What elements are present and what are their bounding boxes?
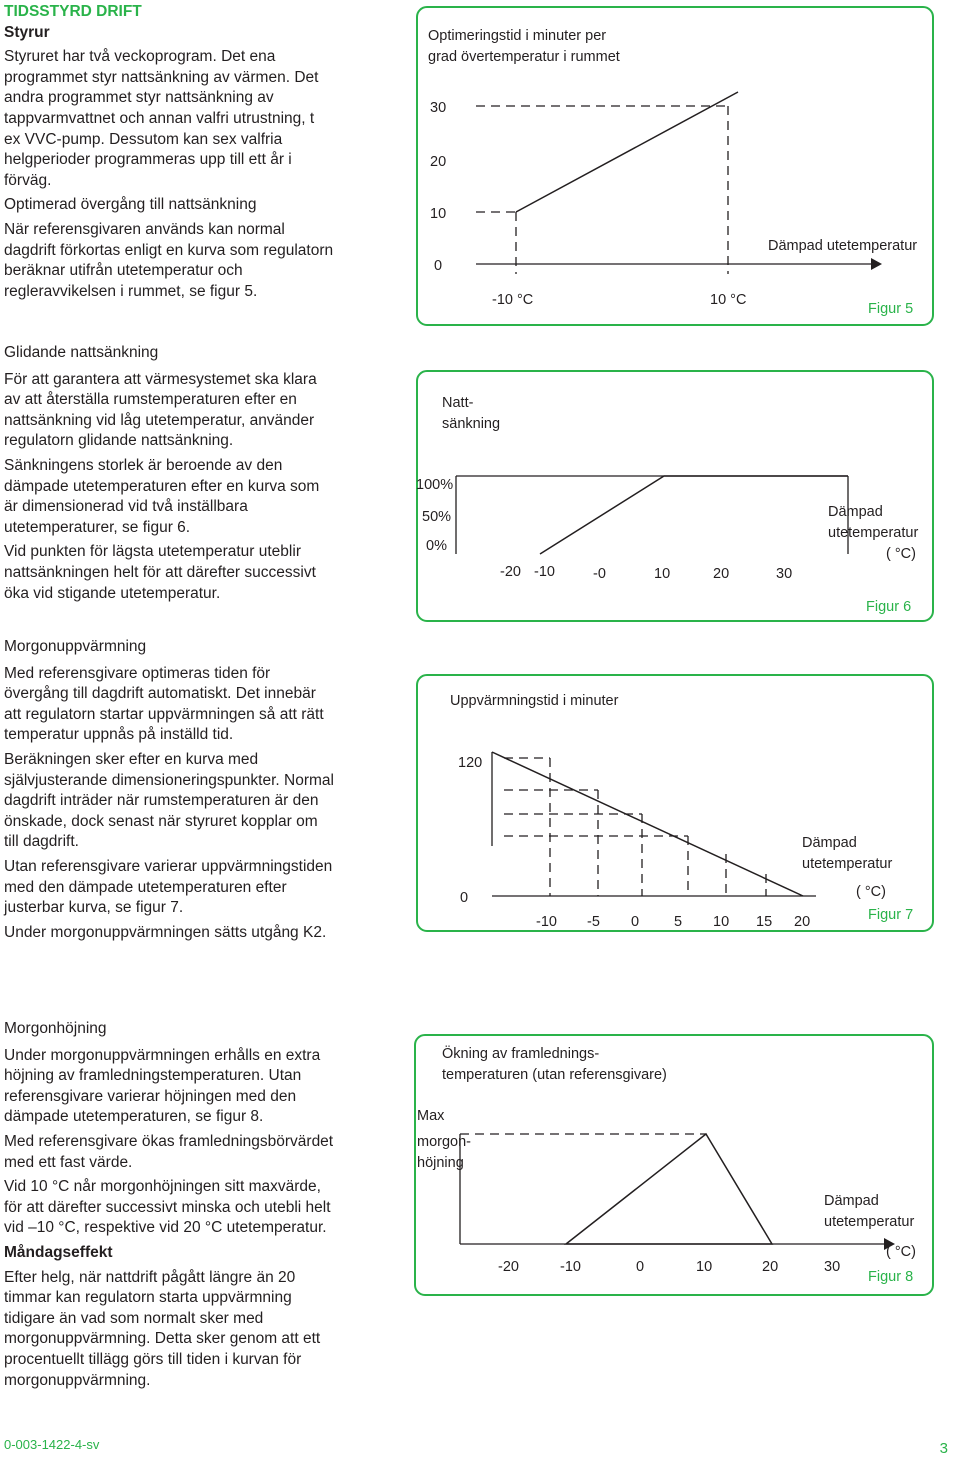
y-axis-label: temperaturen (utan referensgivare): [442, 1067, 667, 1083]
figure-8: [414, 1034, 934, 1296]
y-tick-label: 30: [430, 100, 447, 116]
paragraph: Med referensgivare optimeras tiden för övergång till dagdrift automatiskt. Det innebär att regulatorn startar uppvärmningen så att rätt temperatur uppnås på inställd tid.: [4, 664, 324, 744]
x-tick-label: 20: [794, 914, 811, 930]
subsection-heading: Optimerad övergång till nattsänkning: [4, 196, 257, 214]
x-axis-label: Dämpad utetemperatur: [768, 238, 918, 254]
x-tick-label: 15: [756, 914, 773, 930]
x-axis-label: utetemperatur: [824, 1214, 915, 1230]
section-glidande: [4, 343, 334, 608]
x-tick-label: 0: [631, 914, 640, 930]
x-tick-label: -20: [500, 564, 521, 580]
section-morgonhojning: [4, 1019, 334, 1395]
section-tidsstyrd: [4, 2, 334, 306]
x-axis-arrow: [871, 258, 882, 270]
figure-5-chart: [416, 6, 934, 326]
x-axis-label: utetemperatur: [828, 525, 919, 541]
figure-caption: Figur 8: [868, 1269, 914, 1285]
y-axis-label: grad övertemperatur i rummet: [428, 49, 620, 65]
x-tick-label: -0: [593, 566, 606, 582]
x-axis-label: Dämpad: [824, 1193, 879, 1209]
figure-5: [416, 6, 934, 326]
y-axis-label: Optimeringstid i minuter per: [428, 28, 607, 44]
figure-8-chart: [414, 1034, 934, 1296]
x-tick-label: 10: [654, 566, 671, 582]
y-tick-label: 0: [460, 890, 469, 906]
x-axis-unit: ( °C): [886, 1244, 916, 1260]
x-axis-unit: ( °C): [886, 546, 916, 562]
page-number: 3: [939, 1440, 948, 1457]
subsection-heading: Morgonuppvärmning: [4, 638, 147, 655]
x-tick-label: -10: [536, 914, 557, 930]
x-tick-label: 30: [824, 1259, 841, 1275]
x-tick-label: 20: [713, 566, 730, 582]
x-tick-label: -10: [560, 1259, 581, 1275]
paragraph: Vid punkten för lägsta utetemperatur uteblir nattsänkningen helt för att därefter successivt öka vid stigande utetemperatur.: [4, 543, 316, 602]
max-label: höjning: [417, 1155, 464, 1171]
x-tick-label: -10 °C: [492, 292, 534, 308]
paragraph: Sänkningens storlek är beroende av den dämpade utetemperaturen efter en kurva som är dimensionerad vid två inställbara utetemperaturer, se figur 6.: [4, 456, 320, 536]
figure-frame: [417, 371, 933, 621]
paragraph: För att garantera att värmesystemet ska klara av att återställa rumstemperaturen efter en nattsänkning vid låg utetemperatur, använder regulatorn glidande nattsänkning.: [4, 370, 317, 450]
figure-6: [416, 370, 934, 622]
x-tick-label: 5: [674, 914, 683, 930]
figure-caption: Figur 7: [868, 907, 914, 923]
figure-caption: Figur 5: [868, 301, 914, 317]
y-tick-label: 120: [458, 755, 483, 771]
y-tick-label: 100%: [416, 477, 454, 493]
paragraph: Styruret har två veckoprogram. Det ena programmet styr nattsänkning av värmen. Det andra programmet styr nattsänkning av tappvarmvattnet och annan valfri utrustning, t ex VVC-pump. Dessutom kan sex valfria helgperioder programmeras upp till ett år i förväg.: [4, 48, 319, 189]
x-tick-label: 20: [762, 1259, 779, 1275]
figure-caption: Figur 6: [866, 599, 912, 615]
y-axis-label: Ökning av framlednings-: [442, 1046, 600, 1062]
x-tick-label: 10: [713, 914, 730, 930]
paragraph: Under morgonuppvärmningen sätts utgång K2.: [4, 923, 327, 941]
x-tick-label: 10: [696, 1259, 713, 1275]
paragraph: Vid 10 °C når morgonhöjningen sitt maxvärde, för att därefter successivt minska och utebli helt vid –10 °C, respektive vid 20 °C utetemperatur.: [4, 1178, 331, 1237]
y-tick-label: 50%: [422, 509, 452, 525]
y-tick-label: 10: [430, 206, 447, 222]
x-axis-unit: ( °C): [856, 884, 886, 900]
paragraph: Utan referensgivare varierar uppvärmningstiden med den dämpade utetemperaturen efter justerbar kurva, se figur 7.: [4, 857, 333, 917]
series-line: [492, 752, 803, 896]
subsection-heading: Glidande nattsänkning: [4, 344, 159, 361]
x-tick-label: 30: [776, 566, 793, 582]
x-axis-label: Dämpad: [828, 504, 883, 520]
y-axis-label: sänkning: [442, 416, 501, 432]
y-tick-label: 20: [430, 154, 447, 170]
y-axis-label: Uppvärmningstid i minuter: [450, 693, 619, 709]
series-line: [516, 92, 738, 212]
section-title: TIDSSTYRD DRIFT: [4, 3, 142, 20]
x-tick-label: 0: [636, 1259, 645, 1275]
subsection-heading: Morgonhöjning: [4, 1020, 107, 1037]
paragraph: Efter helg, när nattdrift pågått längre än 20 timmar kan regulatorn starta uppvärmning tidigare än vad som normalt sker med morgonuppvärmning. Detta sker genom att ett procentuellt tillägg görs till tiden i kurvan för morgonuppvärmning.: [4, 1268, 321, 1389]
paragraph: Beräkningen sker efter en kurva med självjusterande dimensioneringspunkter. Normal dagdrift inträder när rumstemperaturen är den önskade, dock senast när styruret kopplar om till dagdrift.: [4, 750, 334, 851]
figure-6-chart: [416, 370, 934, 622]
paragraph: När referensgivaren används kan normal dagdrift förkortas enligt en kurva som regulatorn beräknar utifrån utetemperatur och regleravvikelsen i rummet, se figur 5.: [4, 220, 334, 300]
section-morgonuppvarmning: [4, 637, 334, 947]
max-label: Max: [417, 1108, 445, 1124]
y-tick-label: 0: [434, 258, 443, 274]
subsection-heading: Styrur: [4, 23, 50, 41]
x-axis-label: Dämpad: [802, 835, 857, 851]
x-tick-label: 10 °C: [710, 292, 747, 308]
figure-7-chart: [416, 674, 934, 932]
y-tick-label: 0%: [426, 538, 447, 554]
x-tick-label: -20: [498, 1259, 519, 1275]
series-line: [540, 476, 848, 554]
subsection-heading: Måndagseffekt: [4, 1243, 113, 1261]
paragraph: Under morgonuppvärmningen erhålls en extra höjning av framledningstemperaturen. Utan referensgivare varierar höjningen med den dämpade utetemperaturen, se figur 8.: [4, 1046, 321, 1126]
x-axis-label: utetemperatur: [802, 856, 893, 872]
paragraph: Med referensgivare ökas framledningsbörvärdet med ett fast värde.: [4, 1132, 334, 1171]
document-code: 0-003-1422-4-sv: [4, 1437, 100, 1452]
x-tick-label: -10: [534, 564, 555, 580]
max-label: morgon-: [417, 1134, 471, 1150]
series-line: [566, 1134, 772, 1244]
x-tick-label: -5: [587, 914, 600, 930]
y-axis-label: Natt-: [442, 395, 474, 411]
figure-7: [416, 674, 934, 932]
